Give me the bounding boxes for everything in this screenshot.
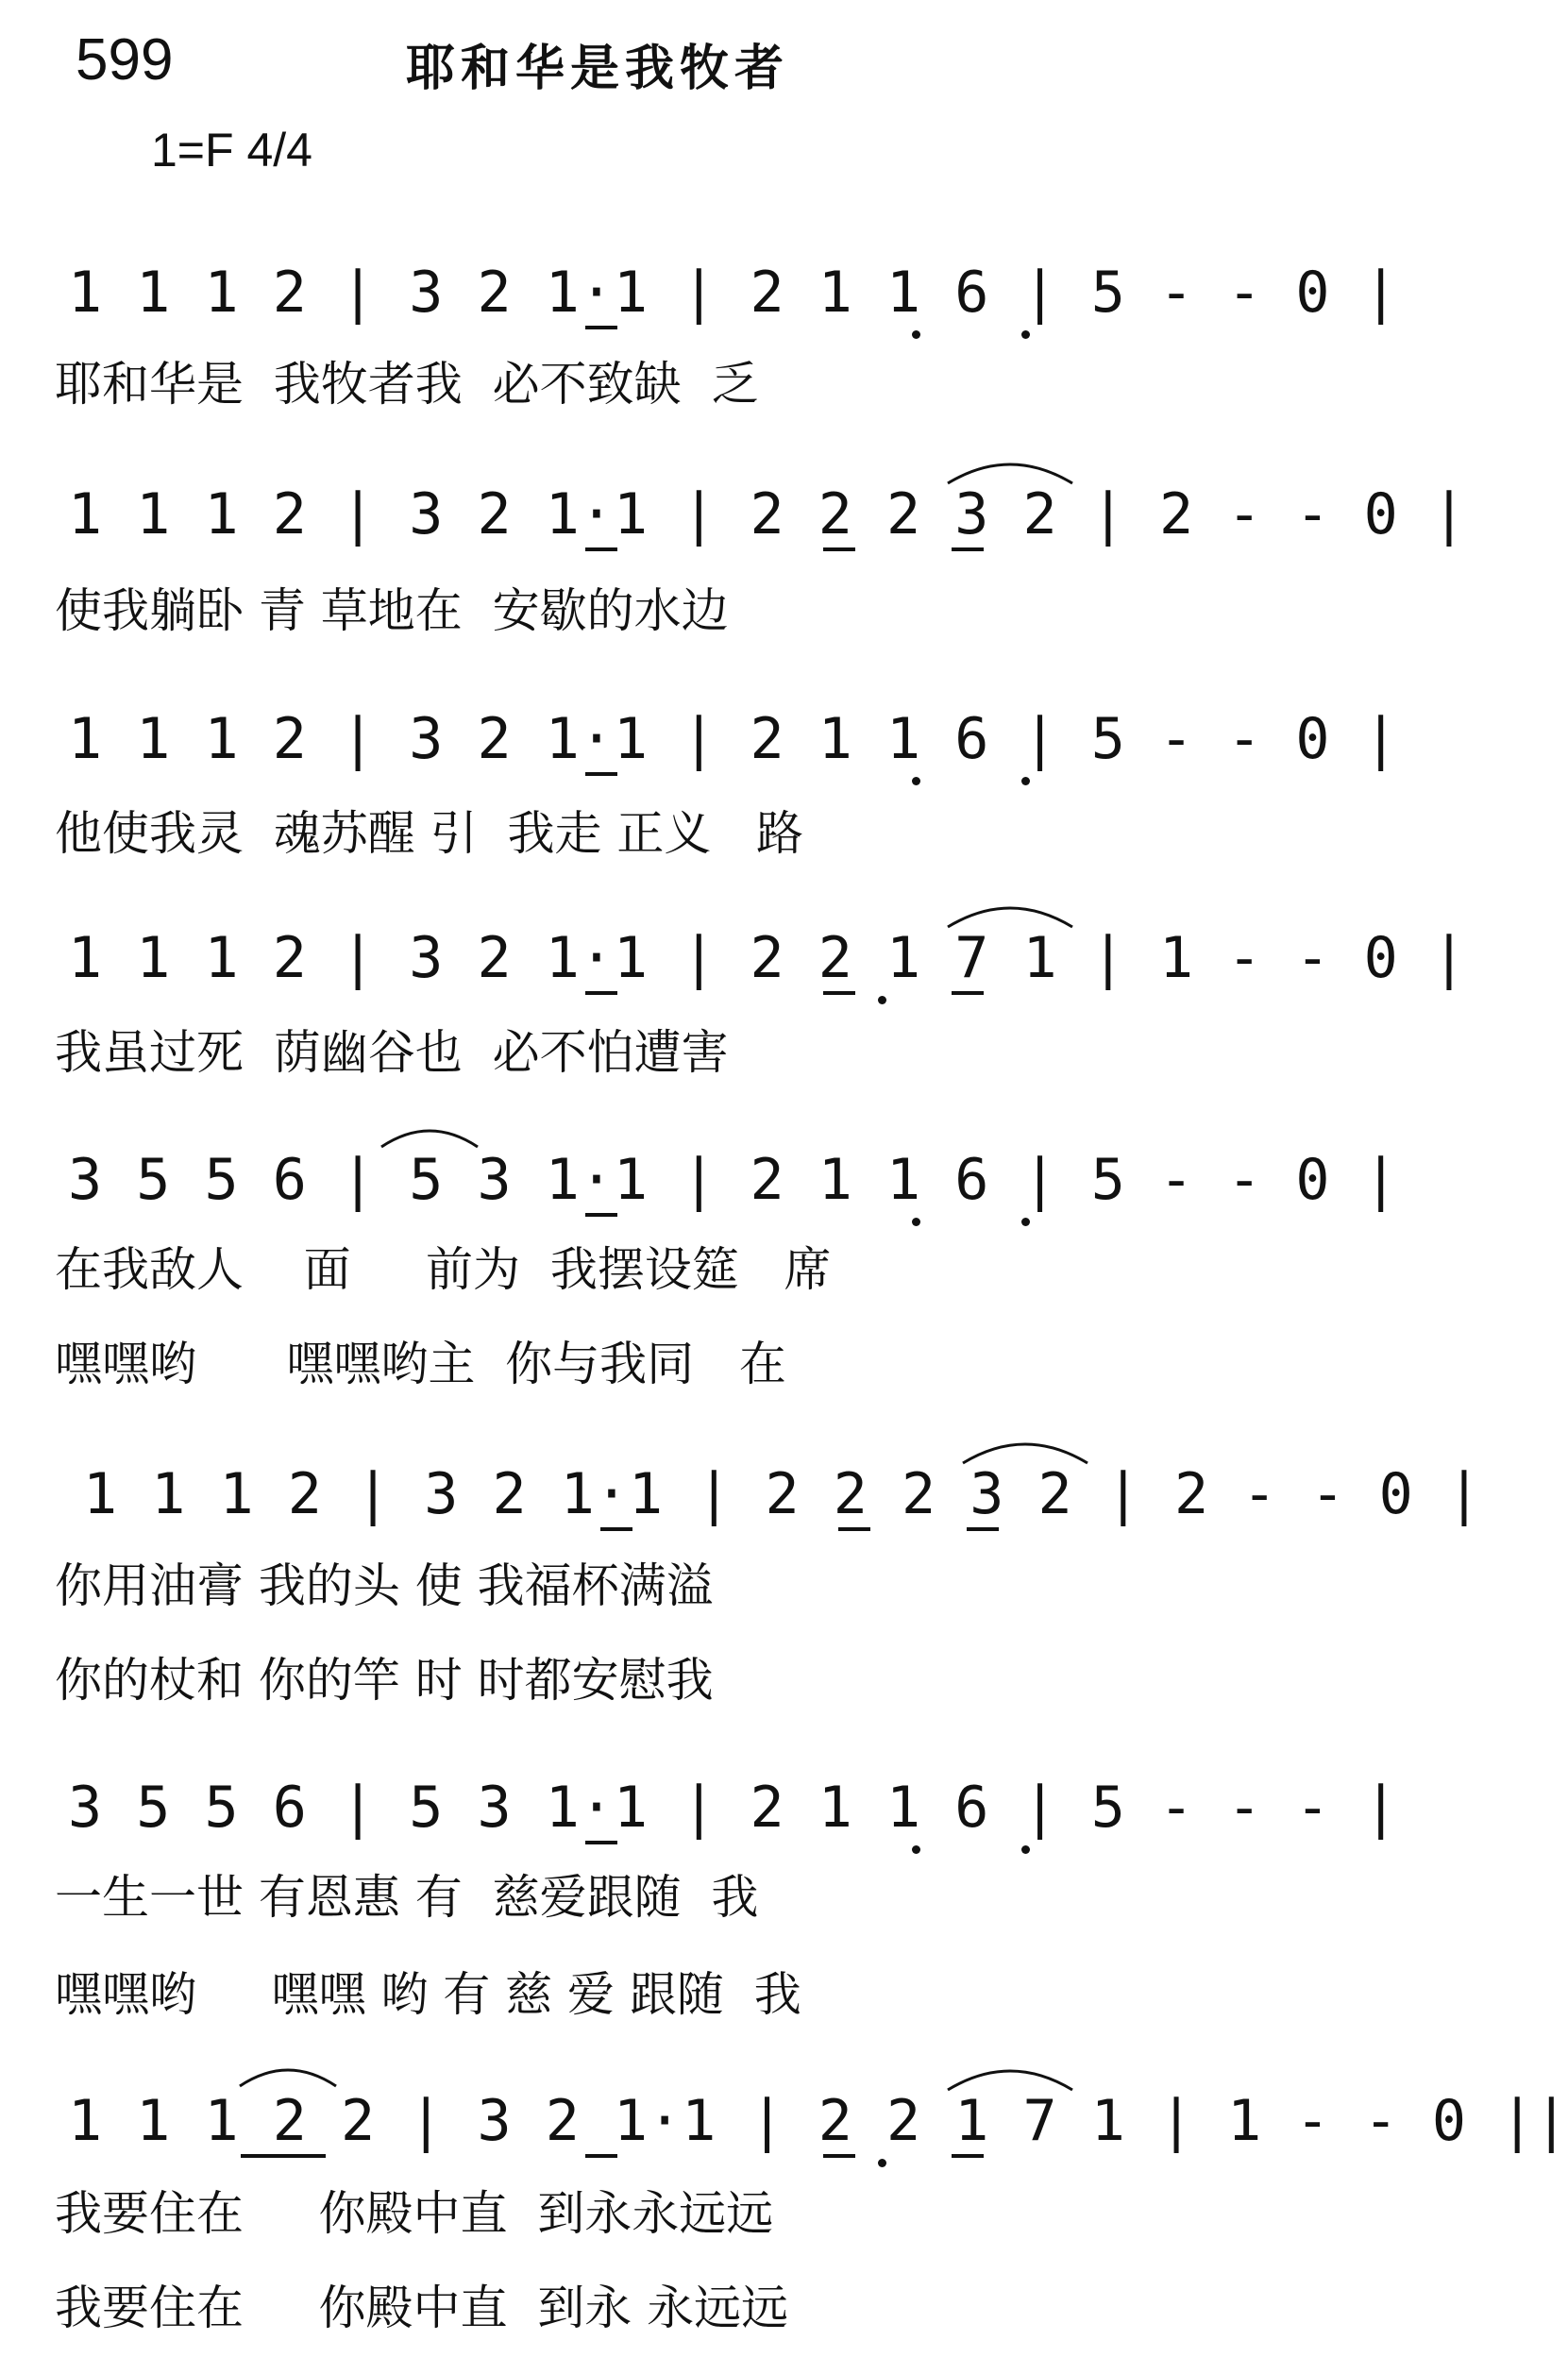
- eighth-underline: [952, 2154, 984, 2158]
- eighth-underline: [823, 2154, 855, 2158]
- lyric-row-7b: 嘿嘿哟 嘿嘿 哟 有 慈 爱 跟随 我: [55, 1967, 801, 2022]
- notation-row-1: 1 1 1 2 | 3 2 1·1 | 2 1 1 6 | 5 - - 0 |: [68, 260, 1398, 326]
- tie-arc: [944, 2058, 1076, 2096]
- tie-arc: [959, 1431, 1091, 1469]
- hymn-number: 599: [76, 27, 174, 93]
- lyric-row-8b: 我要住在 你殿中直 到永 永远远: [55, 2281, 789, 2335]
- eighth-underline: [585, 772, 617, 776]
- eighth-underline: [585, 547, 617, 551]
- eighth-underline: [952, 547, 984, 551]
- notation-row-4: 1 1 1 2 | 3 2 1·1 | 2 2 1 7 1 | 1 - - 0 |: [68, 925, 1467, 991]
- tie-arc: [944, 895, 1076, 933]
- lyric-row-2: 使我躺卧 青 草地在 安歇的水边: [55, 583, 729, 638]
- lyric-row-7a: 一生一世 有恩惠 有 慈爱跟随 我: [55, 1870, 759, 1925]
- notation-row-6: 1 1 1 2 | 3 2 1·1 | 2 2 2 3 2 | 2 - - 0 |: [83, 1461, 1482, 1527]
- lyric-row-4: 我虽过死 荫幽谷也 必不怕遭害: [55, 1025, 729, 1080]
- eighth-underline: [585, 1213, 617, 1217]
- eighth-underline: [585, 991, 617, 995]
- notation-row-2: 1 1 1 2 | 3 2 1·1 | 2 2 2 3 2 | 2 - - 0 |: [68, 481, 1467, 547]
- tie-arc: [944, 451, 1076, 489]
- lyric-row-5a: 在我敌人 面 前为 我摆设筵 席: [55, 1242, 832, 1297]
- notation-row-7: 3 5 5 6 | 5 3 1·1 | 2 1 1 6 | 5 - - - |: [68, 1775, 1398, 1841]
- notation-row-5: 3 5 5 6 | 5 3 1·1 | 2 1 1 6 | 5 - - 0 |: [68, 1147, 1398, 1213]
- low-octave-dot: [912, 777, 920, 785]
- eighth-underline: [241, 2154, 326, 2158]
- key-signature: 1=F 4/4: [151, 124, 312, 177]
- low-octave-dot: [912, 1845, 920, 1854]
- eighth-underline: [585, 2154, 617, 2158]
- lyric-row-6b: 你的杖和 你的竿 时 时都安慰我: [55, 1653, 714, 1708]
- low-octave-dot: [912, 1218, 920, 1226]
- eighth-underline: [967, 1527, 999, 1531]
- low-octave-dot: [1021, 330, 1030, 339]
- lyric-row-3: 他使我灵 魂苏醒 引 我走 正义 路: [55, 806, 804, 861]
- eighth-underline: [823, 991, 855, 995]
- lyric-row-5b: 嘿嘿哟 嘿嘿哟主 你与我同 在: [55, 1337, 786, 1391]
- hymn-title: 耶和华是我牧者: [406, 41, 790, 97]
- lyric-row-1: 耶和华是 我牧者我 必不致缺 乏: [55, 357, 759, 412]
- eighth-underline: [600, 1527, 632, 1531]
- lyric-row-6a: 你用油膏 我的头 使 我福杯满溢: [55, 1558, 714, 1613]
- low-octave-dot: [912, 330, 920, 339]
- tie-arc: [378, 1119, 481, 1153]
- eighth-underline: [952, 991, 984, 995]
- notation-row-8: 1 1 1 2 2 | 3 2 1·1 | 2 2 1 7 1 | 1 - - 0 ||: [68, 2088, 1568, 2154]
- eighth-underline: [838, 1527, 870, 1531]
- low-octave-dot: [878, 996, 886, 1004]
- eighth-underline: [823, 547, 855, 551]
- eighth-underline: [585, 326, 617, 329]
- lyric-row-8a: 我要住在 你殿中直 到永永远远: [55, 2186, 774, 2241]
- notation-row-3: 1 1 1 2 | 3 2 1·1 | 2 1 1 6 | 5 - - 0 |: [68, 706, 1398, 772]
- low-octave-dot: [1021, 777, 1030, 785]
- low-octave-dot: [1021, 1218, 1030, 1226]
- eighth-underline: [585, 1841, 617, 1844]
- tie-arc: [236, 2058, 340, 2092]
- low-octave-dot: [1021, 1845, 1030, 1854]
- low-octave-dot: [878, 2159, 886, 2167]
